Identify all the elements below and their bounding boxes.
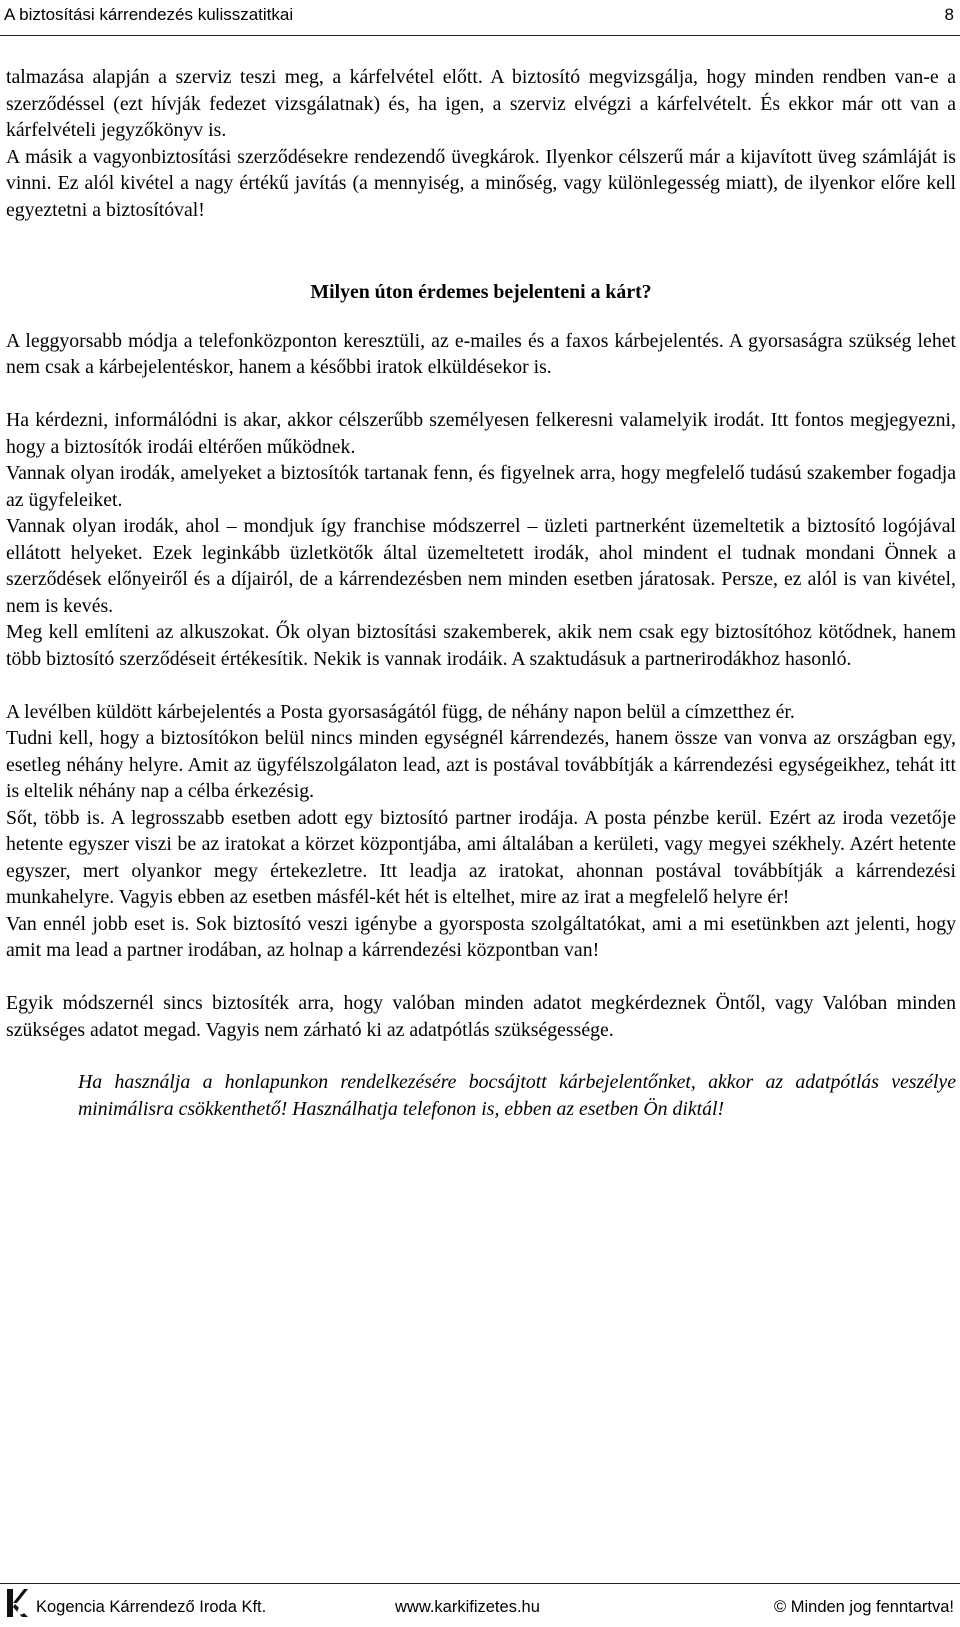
section-heading: Milyen úton érdemes bejelenteni a kárt? — [310, 281, 652, 303]
page-footer — [0, 1583, 960, 1627]
page-header — [0, 0, 960, 36]
promo-note: Ha használja a honlapunkon rendelkezésére bocsájtott kárbejelentőnket, akkor az adatpótlás veszélye minimálisra csökkenthető! Használhatja telefonon is, ebben az esetben Ön diktál! — [78, 1071, 956, 1120]
paragraph: A leggyorsabb módja a telefonközponton keresztüli, az e-mailes és a faxos kárbejelentés. A gyorsaságra szükség lehet nem csak a kárbejelentéskor, hanem a későbbi iratok elküldésekor is. — [6, 329, 956, 378]
paragraph: Tudni kell, hogy a biztosítókon belül nincs minden egységnél kárrendezés, hanem össze van vonva az országban egy, esetleg néhány helyre. Amit az ügyfélszolgálaton lead, azt is postával továbbítják a kárrendezési egységeikhez, tehát itt is eltelik néhány nap a célba érkezésig. — [6, 727, 956, 802]
document-title: A biztosítási kárrendezés kulisszatitkai — [4, 5, 294, 24]
paragraph: Van ennél jobb eset is. Sok biztosító veszi igénybe a gyorsposta szolgáltatókat, ami a mi esetünkben azt jelenti, hogy amit ma lead a partner irodában, az holnap a kárrendezési központban van! — [6, 912, 956, 961]
paragraph: Sőt, több is. A legrosszabb esetben adott egy biztosító partner irodája. A posta pénzbe kerül. Ezért az iroda vezetője hetente egyszer viszi be az iratokat a körzet központjába, ami általában a kerületi, vagy megyei székhely. Azért hetente egyszer, mert olyankor megy értekezletre. Itt leadja az iratokat, ahonnan postával továbbítják a kárrendezési munkahelyre. Vagyis ebben az esetben másfél-két hét is eltelhet, mire az irat a megfelelő helyre ér! — [6, 806, 956, 908]
paragraph: Meg kell említeni az alkuszokat. Ők olyan biztosítási szakemberek, akik nem csak egy biztosítóhoz kötődnek, hanem több biztosító szerződéseit értékesítik. Nekik is vannak irodáik. A szaktudásuk a partnerirodákhoz hasonló. — [6, 621, 956, 670]
footer-website-link[interactable]: www.karkifizetes.hu — [395, 1598, 540, 1616]
page-number: 8 — [944, 5, 954, 24]
paragraph: A másik a vagyonbiztosítási szerződésekre rendezendő üvegkárok. Ilyenkor célszerű már a kijavított üveg számláját is vinni. Ez alól kivétel a nagy értékű javítás (a mennyiség, a minőség, vagy különlegesség miatt), de ilyenkor előre kell egyeztetni a biztosítóval! — [6, 145, 956, 221]
page-content — [6, 64, 956, 1122]
paragraph: Egyik módszernél sincs biztosíték arra, hogy valóban minden adatot megkérdeznek Öntől, vagy Valóban minden szükséges adatot megad. Vagyis nem zárható ki az adatpótlás szükségessége. — [6, 992, 956, 1041]
paragraph: Ha kérdezni, informálódni is akar, akkor célszerűbb személyesen felkeresni valamelyik irodát. Itt fontos megjegyezni, hogy a biztosítók irodái eltérően működnek. — [6, 409, 956, 458]
footer-company: Kogencia Kárrendező Iroda Kft. — [36, 1598, 267, 1616]
paragraph: Vannak olyan irodák, amelyeket a biztosítók tartanak fenn, és figyelnek arra, hogy megfelelő tudású szakember fogadja az ügyfeleiket. — [6, 462, 956, 511]
kogencia-k-logo-icon — [4, 1587, 28, 1619]
paragraph: talmazása alapján a szerviz teszi meg, a kárfelvétel előtt. A biztosító megvizsgálja, hogy minden rendben van-e a szerződéssel (ezt hívják fedezet vizsgálatnak) és, ha igen, a szerviz elvégzi a kárfelvételt. És ekkor már ott van a kárfelvételi jegyzőkönyv is. — [6, 66, 956, 141]
footer-copyright: © Minden jog fenntartva! — [773, 1598, 954, 1616]
paragraph: Vannak olyan irodák, ahol – mondjuk így franchise módszerrel – üzleti partnerként üzemeltetik a biztosító logójával ellátott helyeket. Ezek leginkább üzletkötők által üzemeltetett irodák, ahol mindent el tudnak mondani Önnek a szerződések előnyeiről és a díjairól, de a kárrendezésben nem minden esetben járatosak. Persze, ez alól is van kivétel, nem is kevés. — [6, 515, 956, 617]
paragraph: A levélben küldött kárbejelentés a Posta gyorsaságától függ, de néhány napon belül a címzetthez ér. — [6, 700, 795, 723]
